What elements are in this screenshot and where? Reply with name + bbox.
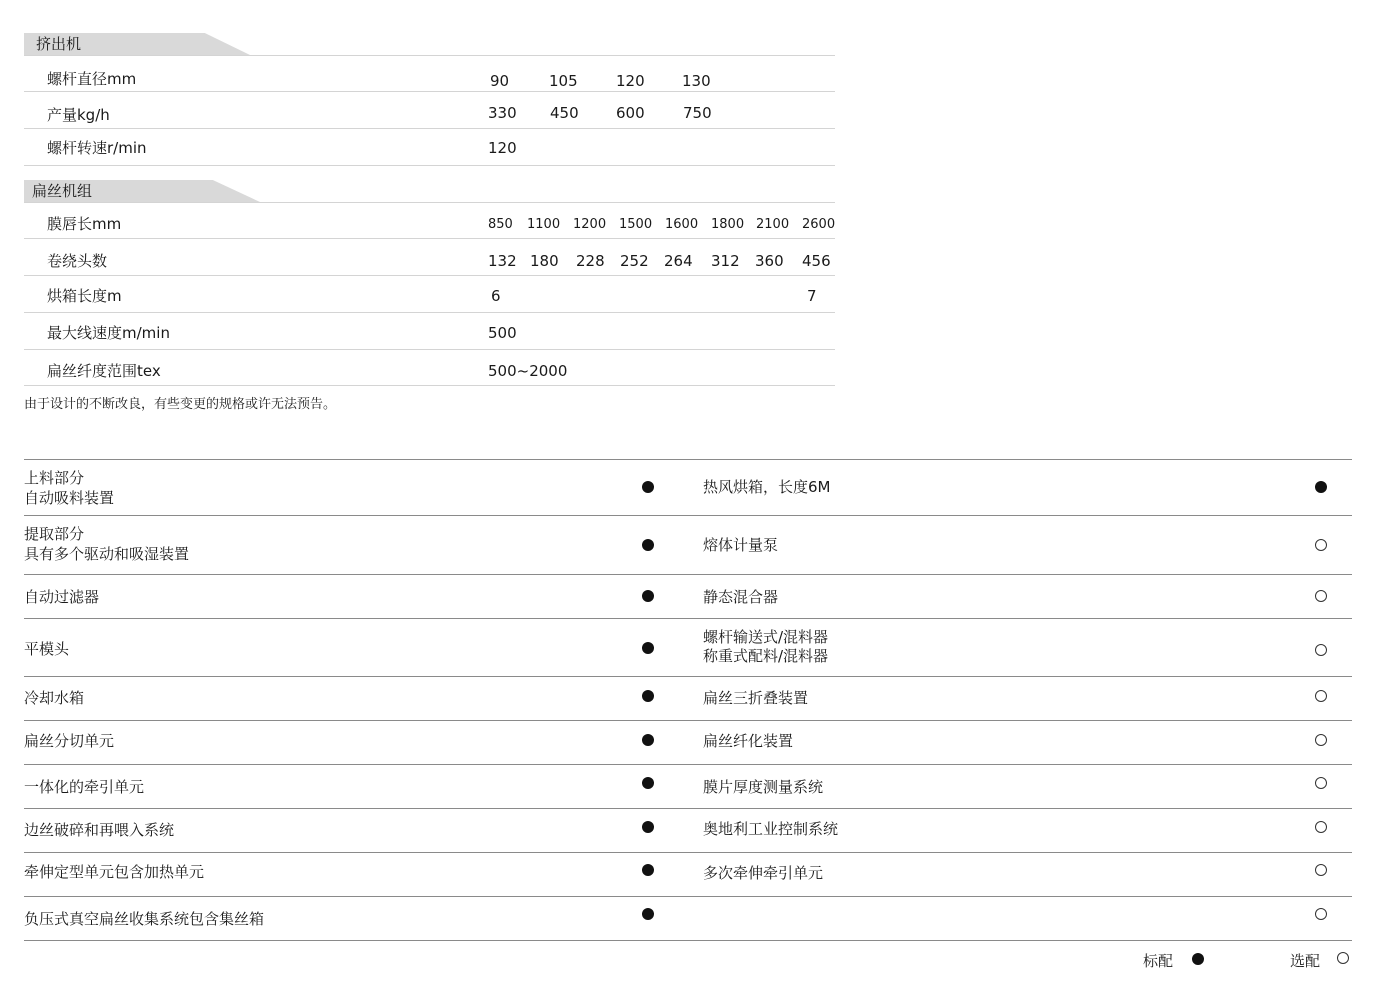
- divider: [24, 896, 1352, 897]
- spec-value: 130: [682, 72, 711, 90]
- divider: [24, 55, 835, 56]
- spec-value: 450: [550, 104, 579, 122]
- feature-left-line: 边丝破碎和再喂入系统: [24, 821, 175, 839]
- optional-circle-icon: [1315, 690, 1327, 702]
- feature-left-line: 负压式真空扁丝收集系统包含集丝箱: [24, 910, 265, 928]
- optional-circle-icon: [1337, 952, 1349, 964]
- spec-value: 312: [711, 252, 740, 270]
- spec-value: 228: [576, 252, 605, 270]
- spec-value: 750: [683, 104, 712, 122]
- divider: [24, 385, 835, 386]
- disclaimer-note: 由于设计的不断改良，有些变更的规格或许无法预告。: [24, 397, 337, 412]
- feature-left-line: 一体化的牵引单元: [24, 778, 145, 796]
- spec-value: 360: [755, 252, 784, 270]
- optional-circle-icon: [1315, 821, 1327, 833]
- optional-circle-icon: [1315, 644, 1327, 656]
- feature-left-line: 牵伸定型单元包含加热单元: [24, 863, 205, 881]
- divider: [24, 165, 835, 166]
- spec-value: 120: [616, 72, 645, 90]
- spec-value: 105: [549, 72, 578, 90]
- feature-right-line: 热风烘箱，长度6M: [703, 478, 831, 496]
- feature-left-line: 平模头: [24, 640, 70, 658]
- divider: [24, 515, 1352, 516]
- divider: [24, 574, 1352, 575]
- feature-right-line: 膜片厚度测量系统: [703, 778, 824, 796]
- divider: [24, 676, 1352, 677]
- spec-label: 产量kg/h: [47, 106, 110, 124]
- spec-label: 最大线速度m/min: [47, 324, 170, 342]
- feature-right-line: 静态混合器: [703, 588, 779, 606]
- feature-left-line: 自动吸料装置: [24, 489, 115, 507]
- divider: [24, 202, 835, 203]
- spec-value: 2600: [802, 217, 836, 232]
- feature-left-line: 具有多个驱动和吸湿装置: [24, 545, 190, 563]
- divider: [24, 238, 835, 239]
- divider: [24, 349, 835, 350]
- optional-circle-icon: [1315, 734, 1327, 746]
- standard-dot-icon: [642, 821, 654, 833]
- spec-label: 螺杆直径mm: [47, 70, 137, 88]
- spec-value: 1600: [665, 217, 699, 232]
- standard-dot-icon: [642, 642, 654, 654]
- divider: [24, 764, 1352, 765]
- standard-dot-icon: [642, 908, 654, 920]
- standard-dot-icon: [642, 734, 654, 746]
- standard-dot-icon: [642, 777, 654, 789]
- spec-value: 1100: [527, 217, 561, 232]
- divider: [24, 128, 835, 129]
- feature-right-line: 多次牵伸牵引单元: [703, 864, 824, 882]
- standard-dot-icon: [642, 590, 654, 602]
- feature-left-line: 上料部分: [24, 469, 85, 487]
- feature-right-line: 扁丝纤化装置: [703, 732, 794, 750]
- spec-value: 90: [490, 72, 510, 90]
- divider: [24, 852, 1352, 853]
- feature-left-line: 扁丝分切单元: [24, 732, 115, 750]
- feature-left-line: 冷却水箱: [24, 689, 85, 707]
- standard-dot-icon: [642, 690, 654, 702]
- spec-value: 600: [616, 104, 645, 122]
- optional-circle-icon: [1315, 590, 1327, 602]
- divider: [24, 312, 835, 313]
- spec-value: 132: [488, 252, 517, 270]
- spec-value: 1800: [711, 217, 745, 232]
- spec-value: 500: [488, 324, 517, 342]
- divider: [24, 618, 1352, 619]
- optional-circle-icon: [1315, 864, 1327, 876]
- spec-value: 264: [664, 252, 693, 270]
- feature-right-line: 称重式配料/混料器: [703, 647, 829, 665]
- spec-value: 456: [802, 252, 831, 270]
- tape-line-title: 扁丝机组: [32, 182, 93, 200]
- feature-left-line: 自动过滤器: [24, 588, 100, 606]
- standard-dot-icon: [642, 539, 654, 551]
- feature-right-line: 熔体计量泵: [703, 536, 779, 554]
- spec-value: 252: [620, 252, 649, 270]
- standard-dot-icon: [1315, 481, 1327, 493]
- divider: [24, 91, 835, 92]
- standard-dot-icon: [642, 864, 654, 876]
- standard-dot-icon: [642, 481, 654, 493]
- divider: [24, 808, 1352, 809]
- divider: [24, 940, 1352, 941]
- divider: [24, 275, 835, 276]
- spec-label: 烘箱长度m: [47, 287, 122, 305]
- spec-value: 6: [491, 287, 501, 305]
- spec-value: 120: [488, 139, 517, 157]
- spec-value: 1500: [619, 217, 653, 232]
- spec-label: 扁丝纤度范围tex: [47, 362, 161, 380]
- spec-value: 7: [807, 287, 817, 305]
- divider: [24, 720, 1352, 721]
- extruder-title: 挤出机: [36, 35, 82, 53]
- standard-dot-icon: [1192, 953, 1204, 965]
- optional-circle-icon: [1315, 777, 1327, 789]
- feature-right-line: 螺杆输送式/混料器: [703, 628, 829, 646]
- spec-label: 膜唇长mm: [47, 215, 122, 233]
- spec-value: 2100: [756, 217, 790, 232]
- feature-left-line: 提取部分: [24, 525, 85, 543]
- optional-circle-icon: [1315, 539, 1327, 551]
- feature-right-line: 奥地利工业控制系统: [703, 820, 839, 838]
- feature-right-line: 扁丝三折叠装置: [703, 689, 809, 707]
- spec-label: 螺杆转速r/min: [47, 139, 147, 157]
- optional-circle-icon: [1315, 908, 1327, 920]
- spec-value: 1200: [573, 217, 607, 232]
- legend-optional-label: 选配: [1290, 952, 1321, 970]
- spec-value: 850: [488, 217, 513, 232]
- spec-value: 330: [488, 104, 517, 122]
- spec-label: 卷绕头数: [47, 252, 108, 270]
- spec-value: 500~2000: [488, 362, 568, 380]
- spec-value: 180: [530, 252, 559, 270]
- legend-standard-label: 标配: [1143, 952, 1174, 970]
- divider: [24, 459, 1352, 460]
